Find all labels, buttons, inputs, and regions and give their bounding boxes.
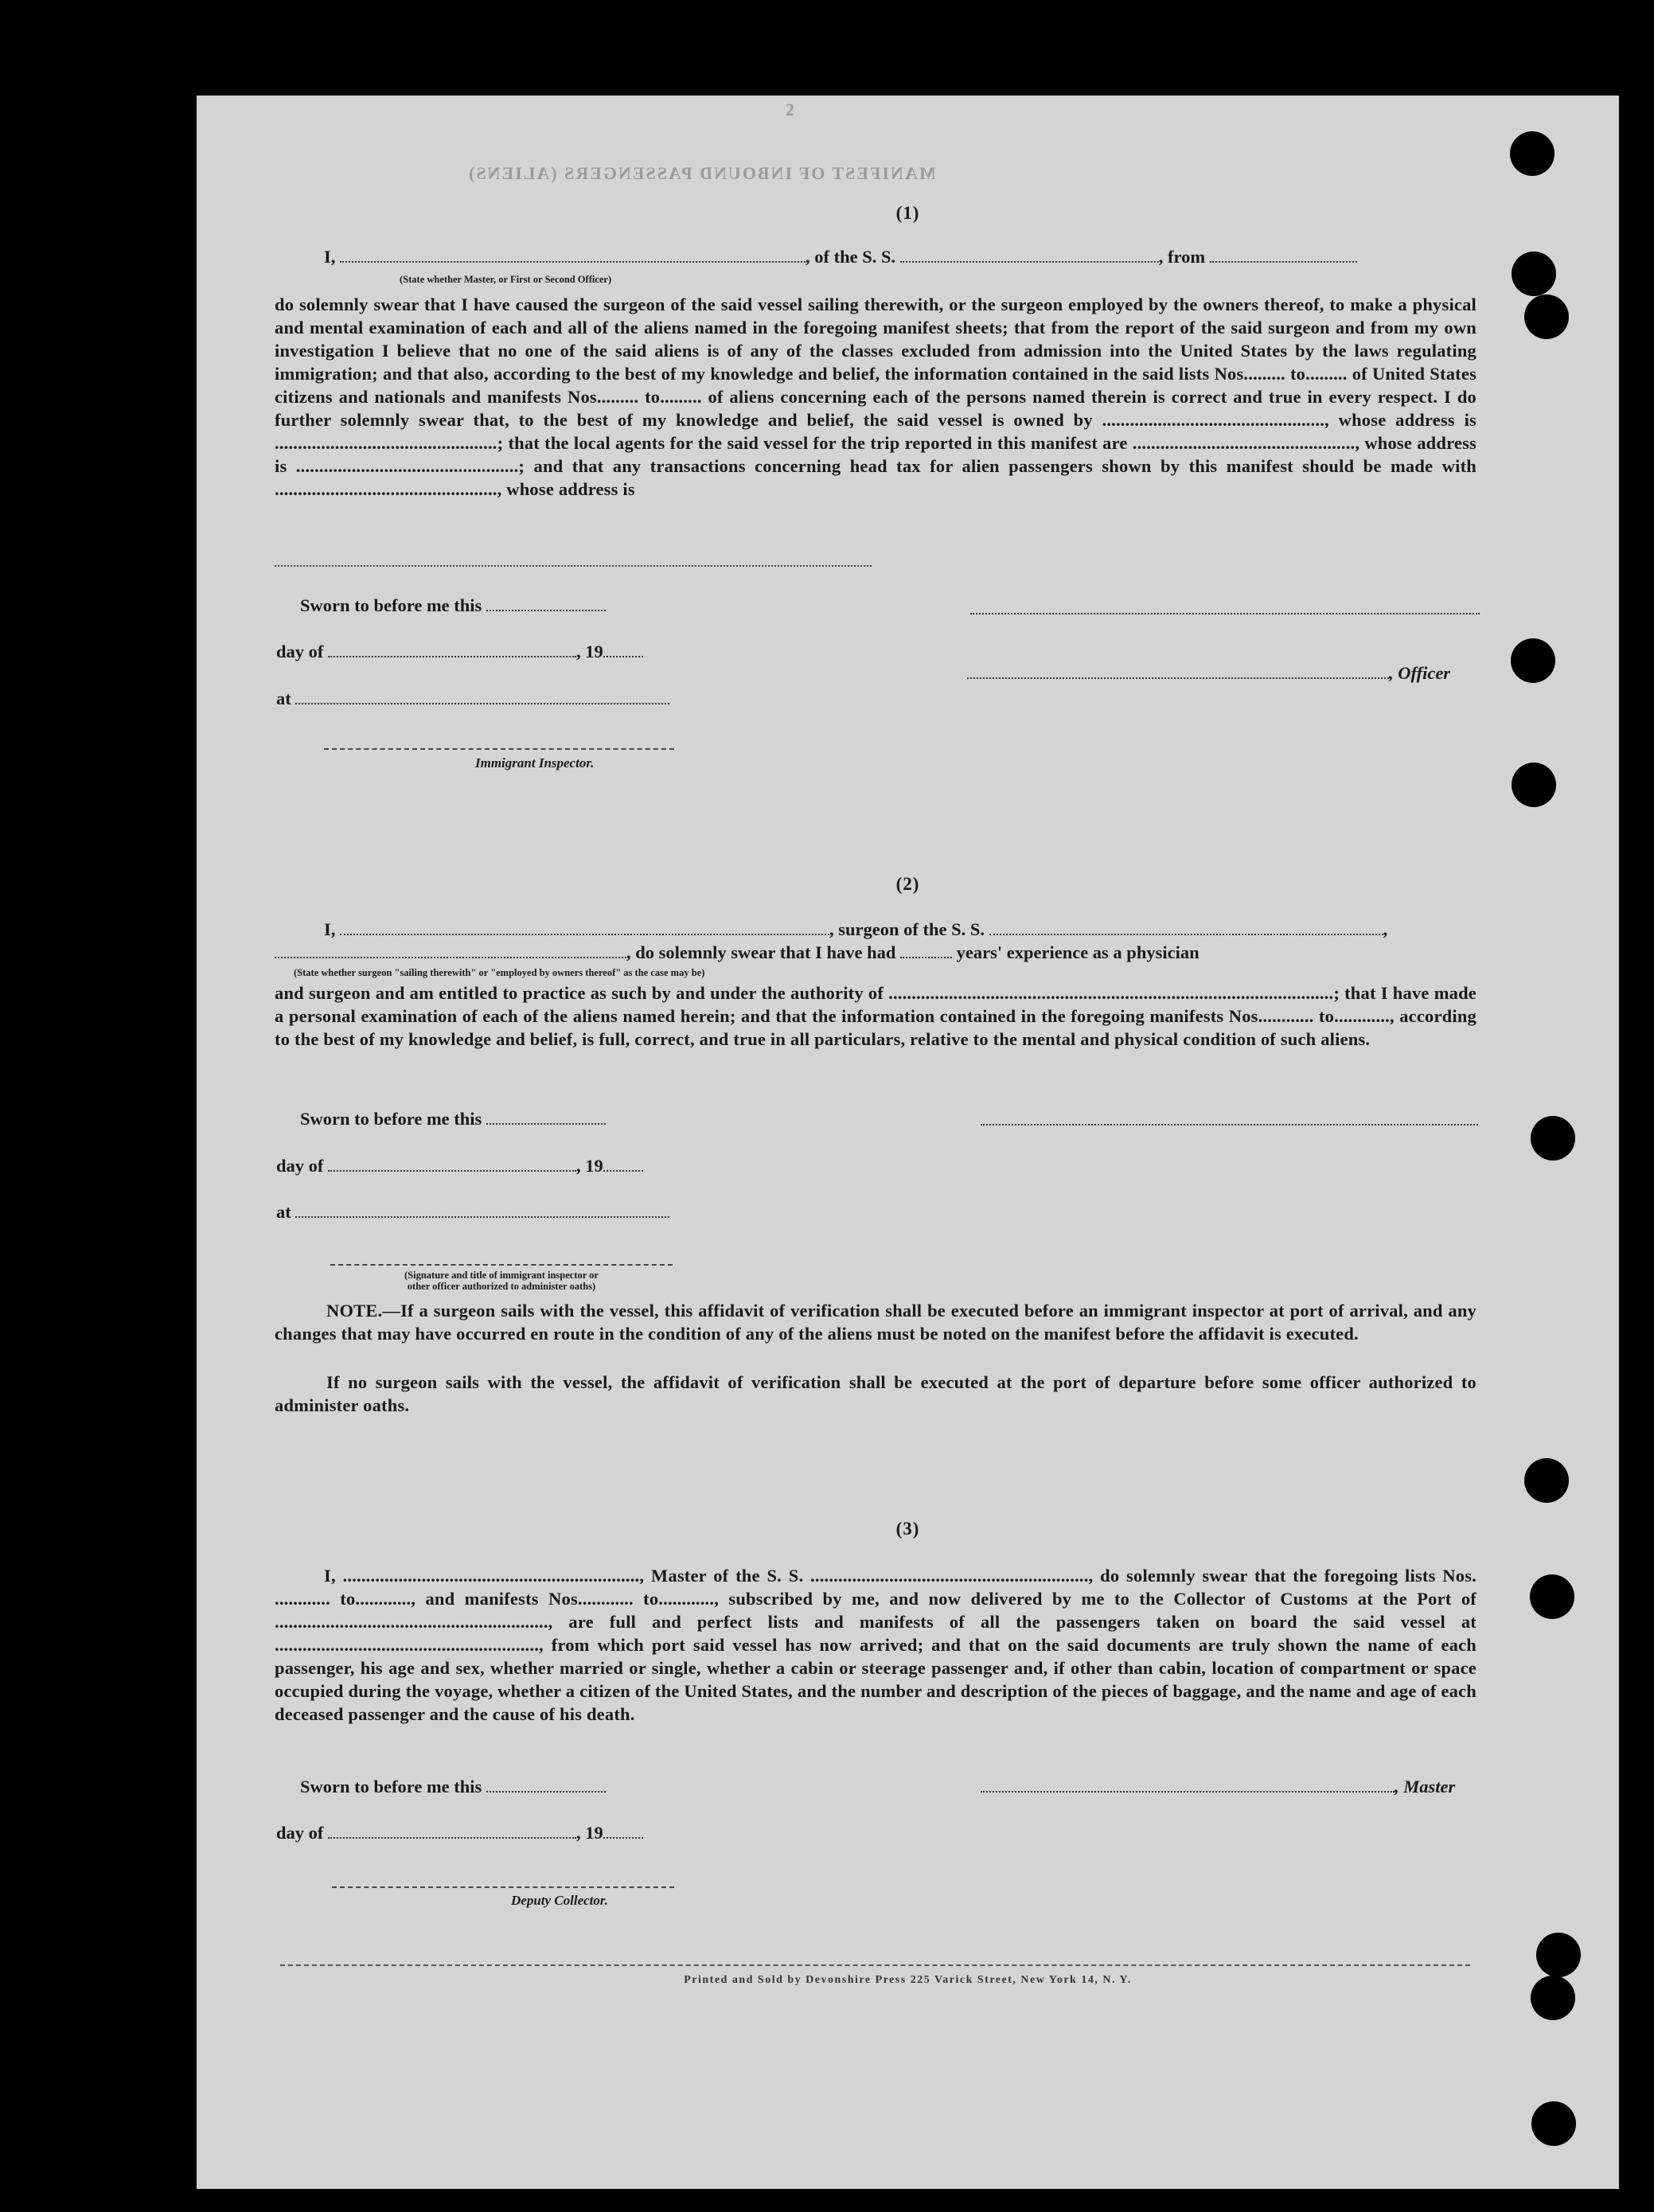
section-1-oath-line	[324, 247, 1478, 267]
sworn-label: Sworn to before me this	[300, 595, 482, 615]
punch-hole	[1536, 1933, 1581, 1977]
solemnly-label: , do solemnly swear that I have had	[626, 942, 896, 962]
section-1-body: do solemnly swear that I have caused the surgeon of the said vessel sailing therewith, or the surgeon employed by the owners thereof, to make a physical and mental examination of each and all of the aliens named in the foregoing manifest sheets; that from the report of the said surgeon and from my own investigation I believe that no one of the said aliens is of any of the classes excluded from admission into the United States by the laws regulating immigration; and that also, according to the best of my knowledge and belief, the information contained in the said lists Nos......... to......... of United States citizens and nationals and manifests Nos......... to......... of aliens concerning each of the persons named therein is correct and true in every respect. I do further solemnly swear that, to the best of my knowledge and belief, the said vessel is owned by ................................................, whose address is ................................................; that the local agents for the said vessel for the trip reported in this manifest are ................................................, whose address is ................................................; and that any transactions concerning head tax for alien passengers shown by this manifest should be made with ................................................, whose address is	[275, 295, 1477, 499]
bleed-through-mark: 2	[786, 99, 796, 119]
section-2-heading: (2)	[895, 874, 920, 894]
surgeon-type-field[interactable]	[275, 946, 626, 958]
officer-field[interactable]	[340, 250, 806, 263]
surgeon-vessel-field[interactable]	[989, 923, 1383, 935]
year-label: , 19	[576, 642, 603, 661]
note-paragraph-1: NOTE.—If a surgeon sails with the vessel, this affidavit of verification shall be executed before an immigrant inspector at port of arrival, and any changes that may have occurred en route in the condition of any of the aliens must be noted on the manifest before the affidavit is executed.	[275, 1301, 1477, 1344]
sworn-date-field[interactable]	[486, 599, 606, 611]
note-paragraph-2: If no surgeon sails with the vessel, the affidavit of verification shall be executed at the port of departure before some officer authorized to administer oaths.	[275, 1372, 1477, 1415]
witness-signature-line[interactable]	[330, 1264, 673, 1266]
surgeon-name-field[interactable]	[340, 923, 829, 935]
collector-label: Deputy Collector.	[511, 1893, 608, 1908]
punch-hole	[1531, 1116, 1575, 1161]
at-label: at	[276, 1202, 291, 1222]
bleed-through-header: MANIFEST OF INBOUND PASSENGERS (ALIENS)	[467, 163, 936, 183]
section-3-day	[276, 1823, 643, 1843]
punch-hole	[1524, 1458, 1569, 1503]
officer-signature-line-2[interactable]	[967, 666, 1389, 679]
footer-rule	[280, 1964, 1470, 1966]
year-field[interactable]	[603, 645, 643, 657]
years-field[interactable]	[900, 946, 952, 958]
section-3-heading: (3)	[895, 1519, 920, 1539]
at-field[interactable]	[295, 692, 669, 704]
sworn-label: Sworn to before me this	[300, 1109, 482, 1129]
at-label: at	[276, 689, 291, 708]
signature-caption-2: other officer authorized to administer oaths)	[407, 1281, 596, 1292]
at-field[interactable]	[295, 1205, 669, 1218]
section-1-at	[276, 689, 669, 709]
master-label: , Master	[1395, 1777, 1456, 1797]
collector-signature-line[interactable]	[332, 1886, 674, 1888]
master-signature-line[interactable]	[981, 1780, 1395, 1793]
punch-hole	[1512, 763, 1556, 807]
signature-caption-1: (Signature and title of immigrant inspector or	[404, 1270, 599, 1281]
vessel-name-field[interactable]	[900, 250, 1159, 263]
years-label: years' experience as a physician	[956, 942, 1200, 962]
section-2-body: and surgeon and am entitled to practice as such by and under the authority of ................................................................................................; that I have made a personal examination of each of the aliens named herein; and that the information contained in the foregoing manifests Nos............ to............, according to the best of my knowledge and belief, is full, correct, and true in all particulars, relative to the mental and physical condition of such aliens.	[275, 983, 1477, 1049]
vessel-label: , of the S. S.	[806, 247, 896, 267]
punch-hole	[1531, 2101, 1576, 2146]
year-label: , 19	[576, 1823, 603, 1843]
officer-signature	[967, 663, 1450, 684]
day-label: day of	[276, 1156, 324, 1176]
officer-caption: (State whether Master, or First or Second Officer)	[400, 274, 612, 285]
year-label: , 19	[576, 1156, 603, 1176]
punch-hole	[1512, 252, 1556, 296]
day-field[interactable]	[328, 645, 576, 657]
punch-hole	[1530, 1574, 1574, 1619]
section-3-sworn	[300, 1777, 606, 1797]
section-2-day	[276, 1156, 643, 1176]
from-port-field[interactable]	[1210, 250, 1357, 263]
surgeon-caption: (State whether surgeon "sailing therewith" or "employed by owners thereof" as the case may be)	[294, 967, 705, 978]
oath-pronoun: I,	[324, 247, 336, 267]
section-3-body: I, ................................................................, Master of the S. S. ............................................................, do solemnly swear that the foregoing lists Nos. ............ to............, and manifests Nos............ to............, subscribed by me, and now delivered by me to the Collector of Customs at the Port of ..........................................................., are full and perfect lists and manifests of all the passengers taken on board the said vessel at ........................................................., from which port said vessel has now arrived; and that on the said documents are truly shown the name of each passenger, his age and sex, whether married or single, whether a cabin or steerage passenger and, if other than cabin, location of compartment or space occupied during the voyage, whether a citizen of the United States, and the number and description of the pieces of baggage, and the name and age of each deceased passenger and the cause of his death.	[275, 1566, 1477, 1724]
section-2-sworn	[300, 1109, 606, 1129]
inspector-signature-line[interactable]	[324, 748, 674, 750]
sworn-label: Sworn to before me this	[300, 1777, 482, 1797]
punch-hole	[1511, 638, 1555, 683]
surgeon-signature-line[interactable]	[981, 1124, 1478, 1126]
section-2-line-2	[275, 942, 1200, 963]
day-field[interactable]	[328, 1826, 576, 1839]
printer-footer: Printed and Sold by Devonshire Press 225 Varick Street, New York 14, N. Y.	[684, 1974, 1132, 1986]
sworn-date-field[interactable]	[486, 1112, 606, 1125]
section-2-line-1: I, , surgeon of the S. S. ,	[324, 919, 1388, 939]
surgeon-label: , surgeon of the S. S.	[829, 919, 985, 939]
section-1-divider	[275, 565, 872, 567]
year-field[interactable]	[603, 1159, 643, 1172]
day-label: day of	[276, 1823, 324, 1843]
punch-hole	[1524, 295, 1569, 339]
officer-label: , Officer	[1389, 663, 1451, 683]
day-field[interactable]	[328, 1159, 576, 1172]
document-page	[197, 96, 1619, 2189]
sworn-date-field[interactable]	[486, 1780, 606, 1793]
year-field[interactable]	[603, 1826, 643, 1839]
punch-hole	[1510, 131, 1555, 176]
day-label: day of	[276, 642, 324, 661]
section-2-at	[276, 1202, 669, 1223]
section-1-day	[276, 642, 643, 662]
master-signature	[981, 1777, 1455, 1797]
section-1-sworn	[300, 595, 606, 616]
punch-hole	[1531, 1976, 1575, 2020]
inspector-label: Immigrant Inspector.	[475, 755, 595, 770]
from-label: , from	[1158, 247, 1206, 267]
section-1-heading: (1)	[895, 203, 920, 223]
officer-signature-line-1[interactable]	[970, 613, 1480, 614]
oath-pronoun: I,	[324, 919, 336, 939]
